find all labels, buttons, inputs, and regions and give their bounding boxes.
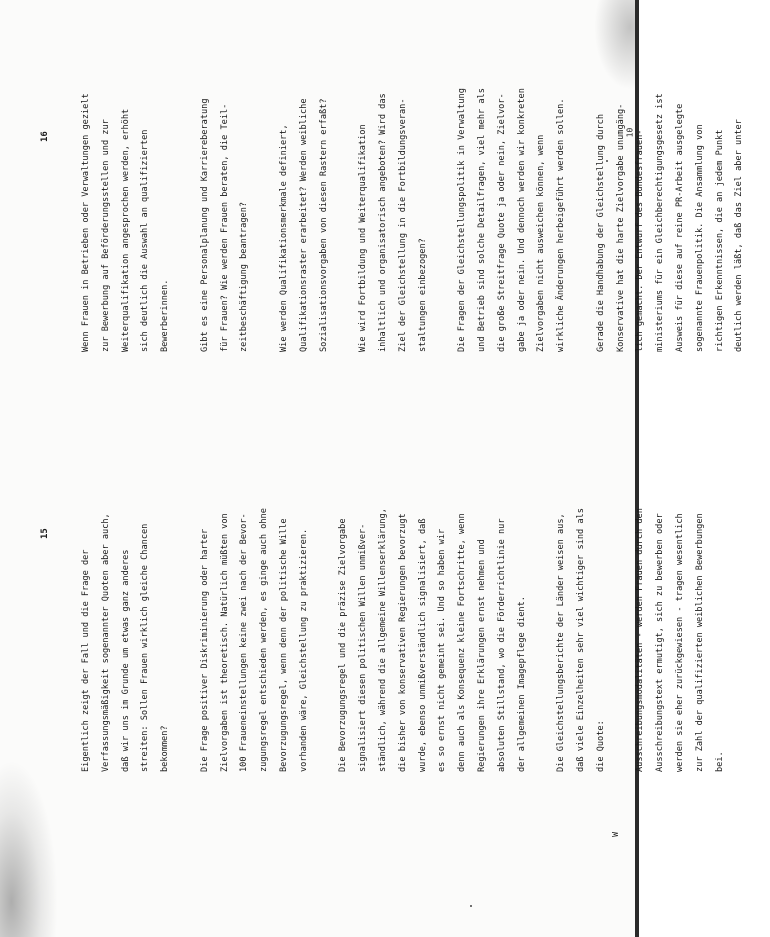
text-line: Die Fragen der Gleichstellungspolitik in Verwaltung	[457, 88, 468, 352]
text-line: Eigentlich zeigt der Fall und die Frage der	[81, 549, 91, 772]
text-line: Qualifikationsraster erarbeitet? Werden weibliche	[298, 98, 309, 352]
text-line: bei.	[714, 751, 725, 772]
text-line: Bewerberinnen.	[160, 279, 171, 352]
text-line: Ausschreibungsmodalitäten - werden Frauen durch den	[635, 508, 646, 772]
text-line: streiten: Sollen Frauen wirklich gleiche Chancen	[140, 523, 151, 772]
text-line: die bisher von konservativen Regierungen bevorzugt	[397, 513, 408, 772]
text-line: ministeriums für ein Gleichberechtigungsgesetz ist	[655, 93, 666, 352]
text-line: inhaltlich und organisatorisch angeboten? Wird das	[377, 93, 388, 352]
text-column-right	[77, 0, 770, 352]
text-line: werden sie eher zurückgewiesen - tragen wesentlich	[674, 513, 685, 772]
text-line: Die Bevorzugungsregel und die präzise Zielvorgabe	[338, 518, 349, 772]
text-line: Ziel der Gleichstellung in die Fortbildungsveran-	[397, 98, 408, 352]
text-line: 100 Fraueneinstellungen keine zwei nach der Bevor-	[239, 513, 250, 772]
text-line: bekommen?	[160, 725, 171, 772]
text-line: Wie werden Qualifikationsmerkmale definiert,	[278, 124, 289, 352]
text-line: staltungen einbezogen?	[417, 238, 428, 352]
text-line: daß viele Einzelheiten sehr viel wichtiger sind als	[575, 508, 586, 772]
text-line: es so ernst nicht gemeint sei. Und so haben wir	[437, 528, 448, 772]
text-line: Bevorzugungsregel, wenn denn der politische Wille	[278, 518, 289, 772]
text-line: Wie wird Fortbildung und Weiterqualifikation	[358, 124, 369, 352]
text-line: Zielvorgaben nicht ausweichen können, wenn	[536, 134, 547, 352]
text-line: Gibt es eine Personalplanung und Karriereberatung	[199, 98, 210, 352]
text-line: zeitbeschäftigung beantragen?	[239, 201, 250, 352]
text-line: Ausschreibungstext ermutigt, sich zu bewerben oder	[655, 513, 666, 772]
text-line: Die Gleichstellungsberichte der Länder weisen aus,	[556, 513, 567, 772]
text-line: denn auch als Konsequenz kleine Fortschritte, wenn	[457, 513, 468, 772]
text-line: zur Bewerbung auf Beförderungsstellen und zur	[100, 119, 111, 352]
text-line: sich deutlich die Auswahl an qualifizierten	[140, 129, 151, 352]
text-line: wirkliche Änderungen herbeigeführt werden sollen.	[556, 98, 567, 352]
paragraph	[196, 347, 315, 772]
text-line: Weiterqualifikation angesprochen werden, erhöht	[120, 108, 131, 352]
paragraph	[77, 0, 176, 352]
text-line: Konservative hat die harte Zielvorgabe unumgäng-	[615, 103, 626, 352]
text-line: Wenn Frauen in Betrieben oder Verwaltungen gezielt	[81, 93, 91, 352]
text-line: Gerade die Handhabung der Gleichstellung durch	[595, 114, 606, 352]
text-line: daß wir uns im Grunde um etwas ganz anderes	[120, 549, 131, 772]
text-line: signalisiert diesen politischen Willen unmißver-	[358, 523, 369, 772]
text-line: Zielvorgaben ist theoretisch. Natürlich müßten von	[219, 513, 230, 772]
paragraph	[334, 347, 532, 772]
margin-mark: 10	[625, 127, 635, 138]
text-line: die Quote:	[595, 720, 606, 772]
paragraph	[631, 347, 730, 772]
text-line: sogenannte Frauenpolitik. Die Ansammlung von	[694, 124, 705, 352]
text-line: zur Zahl der qualifizierten weiblichen Bewerbungen	[694, 513, 705, 772]
text-line: wurde, ebenso unmißverständlich signalisiert, daß	[417, 518, 428, 772]
page-number: 16	[40, 131, 50, 142]
text-line: Regierungen ihre Erklärungen ernst nehmen und	[476, 539, 487, 772]
text-line: Die Frage positiver Diskriminierung oder harter	[199, 528, 210, 772]
text-line: und Betrieb sind solche Detailfragen, viel mehr als	[476, 88, 487, 352]
paragraph	[552, 347, 611, 772]
text-line: gabe ja oder nein. Und dennoch werden wir konkreten	[516, 88, 527, 352]
text-column-left	[77, 347, 750, 772]
text-line: Ausweis für diese auf reine PR-Arbeit ausgelegte	[674, 103, 685, 352]
page-number: 15	[40, 528, 50, 539]
paragraph	[77, 347, 176, 772]
text-line: richtigen Erkenntnissen, die an jedem Punkt	[714, 129, 725, 352]
text-line: absoluten Stillstand, wo die Förderrichtlinie nur	[496, 518, 507, 772]
text-line: die große Streitfrage Quote ja oder nein, Zielvor-	[496, 93, 507, 352]
text-line: ständlich, während die allgemeine Willenserklärung,	[377, 508, 388, 772]
paragraph	[592, 0, 750, 352]
text-line: der allgemeinen Imagepflege dient.	[516, 596, 527, 772]
paragraph	[354, 0, 433, 352]
paragraph	[196, 0, 255, 352]
text-line: Sozialisationsvorgaben von diesen Rastern erfaßt?	[318, 98, 329, 352]
margin-mark: W	[610, 832, 620, 837]
text-line: deutlich werden läßt, daß das Ziel aber unter	[734, 119, 745, 352]
paragraph	[453, 0, 572, 352]
text-line: vorhanden wäre, Gleichstellung zu praktizieren.	[298, 528, 309, 772]
text-line: zugungsregel entschieden werden, es ginge auch ohne	[259, 508, 270, 772]
text-line: Verfassungsmäßigkeit sogenannter Quoten aber auch,	[100, 513, 111, 772]
text-line: lich gemacht. Der Entwurf des Bundesfrauen-	[635, 129, 646, 352]
paragraph	[275, 0, 334, 352]
text-line: für Frauen? Wie werden Frauen beraten, die Teil-	[219, 103, 230, 352]
